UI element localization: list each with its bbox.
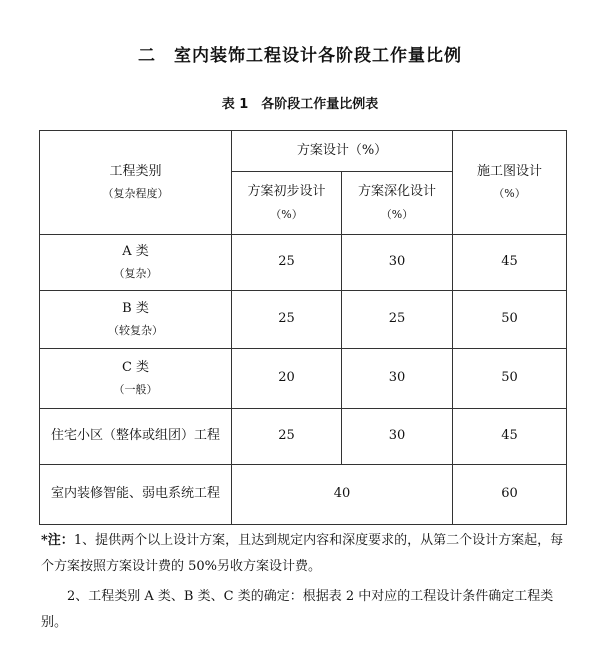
row-category [40, 291, 232, 349]
header-category-sub: （复杂程度） [102, 187, 169, 201]
table-row [40, 349, 567, 409]
notes [41, 528, 571, 640]
section-heading: 二 室内装饰工程设计各阶段工作量比例 [138, 46, 462, 66]
header-deep-label: 方案深化设计 [358, 184, 437, 200]
cell-deep: 30 [342, 349, 453, 409]
header-construction-unit: （%） [493, 187, 526, 201]
work-ratio-table [39, 130, 567, 525]
row-category-sub: （复杂） [113, 267, 158, 281]
row-category-name: 住宅小区（整体或组团）工程 [50, 428, 220, 444]
header-scheme: 方案设计（%） [232, 131, 453, 172]
table-row [40, 409, 567, 465]
cell-scheme-total: 40 [232, 465, 453, 525]
header-category-label: 工程类别 [109, 163, 162, 179]
cell-construction: 50 [453, 291, 567, 349]
header-construction-label: 施工图设计 [477, 163, 543, 179]
table-row [40, 235, 567, 291]
row-category [40, 235, 232, 291]
note-2 [41, 584, 571, 636]
note-tag: *注： [41, 533, 74, 548]
row-category-name: 室内装修智能、弱电系统工程 [50, 486, 220, 502]
cell-construction: 60 [453, 465, 567, 525]
note-1 [41, 528, 571, 580]
cell-prelim: 25 [232, 291, 342, 349]
table-row [40, 465, 567, 525]
row-category [40, 465, 232, 525]
row-category-name: C 类 [121, 359, 150, 375]
cell-construction: 50 [453, 349, 567, 409]
cell-prelim: 25 [232, 235, 342, 291]
header-prelim-label: 方案初步设计 [247, 184, 326, 200]
row-category [40, 409, 232, 465]
cell-construction: 45 [453, 409, 567, 465]
cell-prelim: 20 [232, 349, 342, 409]
row-category-sub: （较复杂） [108, 324, 163, 338]
row-category [40, 349, 232, 409]
row-category-sub: （一般） [113, 383, 158, 397]
cell-prelim: 25 [232, 409, 342, 465]
header-deep-unit: （%） [380, 207, 414, 221]
header-category [40, 131, 232, 235]
cell-construction: 45 [453, 235, 567, 291]
cell-deep: 30 [342, 409, 453, 465]
cell-deep: 25 [342, 291, 453, 349]
header-deep [342, 172, 453, 235]
row-category-name: B 类 [122, 300, 149, 316]
note-2-text: 2、工程类别 A 类、B 类、C 类的确定：根据表 2 中对应的工程设计条件确定工程类别。 [41, 589, 554, 630]
header-prelim-unit: （%） [270, 207, 303, 221]
table-row [40, 291, 567, 349]
table-caption: 表 1 各阶段工作量比例表 [221, 97, 379, 112]
row-category-name: A 类 [122, 243, 149, 259]
note-1-text: 1、提供两个以上设计方案，且达到规定内容和深度要求的，从第二个设计方案起，每个方案按照方案设计费的 50%另收方案设计费。 [41, 533, 564, 574]
header-prelim [232, 172, 342, 235]
header-construction [453, 131, 567, 235]
cell-deep: 30 [342, 235, 453, 291]
